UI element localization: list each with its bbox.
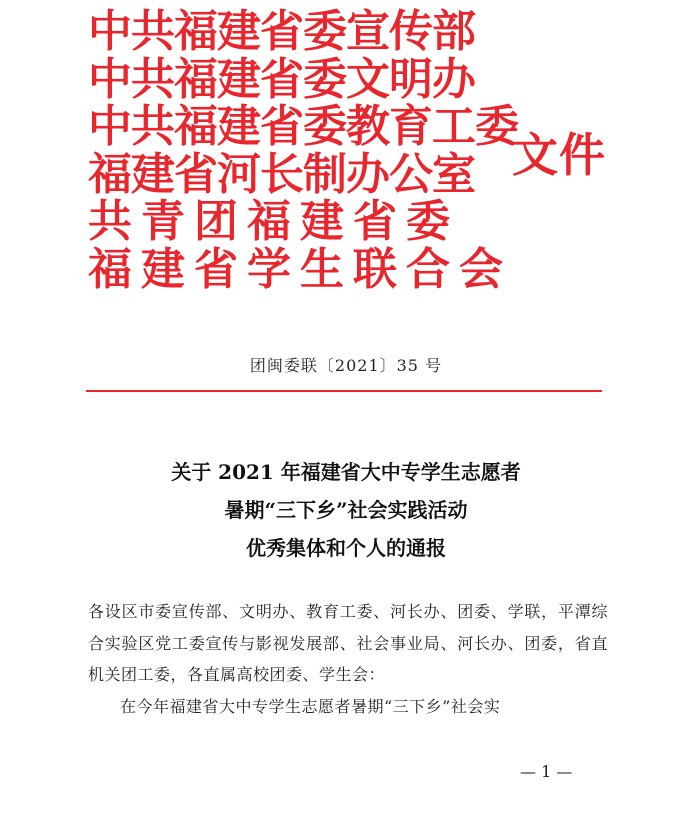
title-line: 关于 2021 年福建省大中专学生志愿者	[171, 460, 521, 484]
title-line: 暑期“三下乡”社会实践活动	[224, 498, 468, 522]
title-line: 优秀集体和个人的通报	[246, 536, 446, 560]
document-body	[88, 596, 608, 722]
issuer-line: 中共福建省委宣传部	[88, 6, 475, 57]
body-paragraph: 在今年福建省大中专学生志愿者暑期“三下乡”社会实	[120, 696, 501, 716]
issuer-line: 中共福建省委文明办	[88, 53, 475, 105]
red-separator-line	[86, 390, 602, 392]
issuer-line: 福建省河长制办公室	[88, 148, 475, 200]
issuing-authorities	[88, 8, 528, 293]
document-number: 团闽委联〔2021〕35 号	[249, 356, 443, 375]
recipients-paragraph: 各设区市委宣传部、文明办、教育工委、河长办、团委、学联，平潭综合实验区党工委宣传与影视发展部、社会事业局、河长办、团委，省直机关团工委，各直属高校团委、学生会：	[88, 602, 608, 684]
issuer-line: 中共福建省委教育工委	[88, 101, 518, 152]
issuer-line: 福建省学生联合会	[88, 243, 512, 295]
page-number: — 1 —	[520, 762, 573, 781]
document-type-label: 文件	[512, 128, 606, 182]
document-title	[0, 453, 692, 567]
issuer-line: 共青团福建省委	[88, 196, 459, 247]
